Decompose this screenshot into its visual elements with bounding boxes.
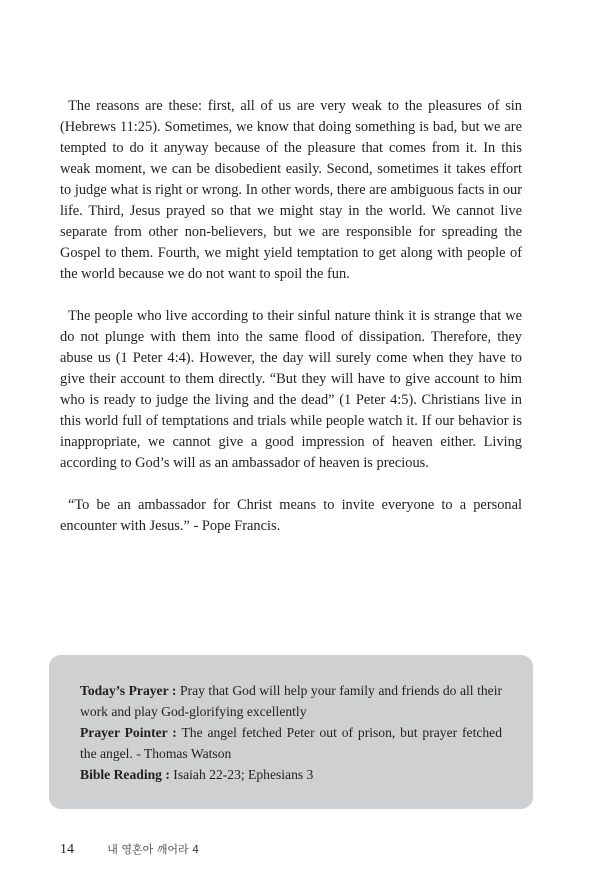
paragraph-quote: “To be an ambassador for Christ means to invite everyone to a personal encounter with Jesus.” - Pope Francis. xyxy=(60,497,522,534)
prayer-pointer xyxy=(80,722,502,764)
devotion-box xyxy=(49,655,533,809)
bible-reading-label: Bible Reading : xyxy=(80,767,170,782)
bible-reading xyxy=(80,764,502,785)
todays-prayer-label: Today’s Prayer : xyxy=(80,683,177,698)
paragraph-reasons: The reasons are these: first, all of us are very weak to the pleasures of sin (Hebrews 11:25). Sometimes, we know that doing something is bad, but we are tempted to do it anyway because of the pleasure that comes from it. In this weak moment, we can be disobedient easily. Second, sometimes it takes effort to judge what is right or wrong. In other words, there are ambiguous facts in our life. Third, Jesus prayed so that we might stay in the world. We cannot live separate from other non-believers, but we are responsible for spreading the Gospel to them. Fourth, we might yield temptation to get along with people of the world because we do not want to spoil the fun. xyxy=(60,98,522,282)
paragraph-sinful-nature: The people who live according to their sinful nature think it is strange that we do not plunge with them into the same flood of dissipation. Therefore, they abuse us (1 Peter 4:4). However, the day will surely come when they have to give their account to them directly. “But they will have to give account to him who is ready to judge the living and the dead” (1 Peter 4:5). Christians live in this world full of temptations and trials while people watch it. If our behavior is inappropriate, we cannot give a good impression of heaven either. Living according to God’s will as an ambassador of heaven is precious. xyxy=(60,308,522,471)
page-footer xyxy=(60,840,199,859)
book-title: 내 영혼아 깨어라 4 xyxy=(107,843,200,856)
bible-reading-text: Isaiah 22-23; Ephesians 3 xyxy=(173,767,314,782)
todays-prayer-text: Pray that God will help your family and friends do all their work and play God-glorifying excellently xyxy=(80,683,502,719)
prayer-pointer-label: Prayer Pointer : xyxy=(80,725,177,740)
page-number: 14 xyxy=(60,842,74,857)
todays-prayer xyxy=(80,680,502,722)
prayer-pointer-text: The angel fetched Peter out of prison, but prayer fetched the angel. - Thomas Watson xyxy=(80,725,503,761)
main-text xyxy=(60,96,522,558)
